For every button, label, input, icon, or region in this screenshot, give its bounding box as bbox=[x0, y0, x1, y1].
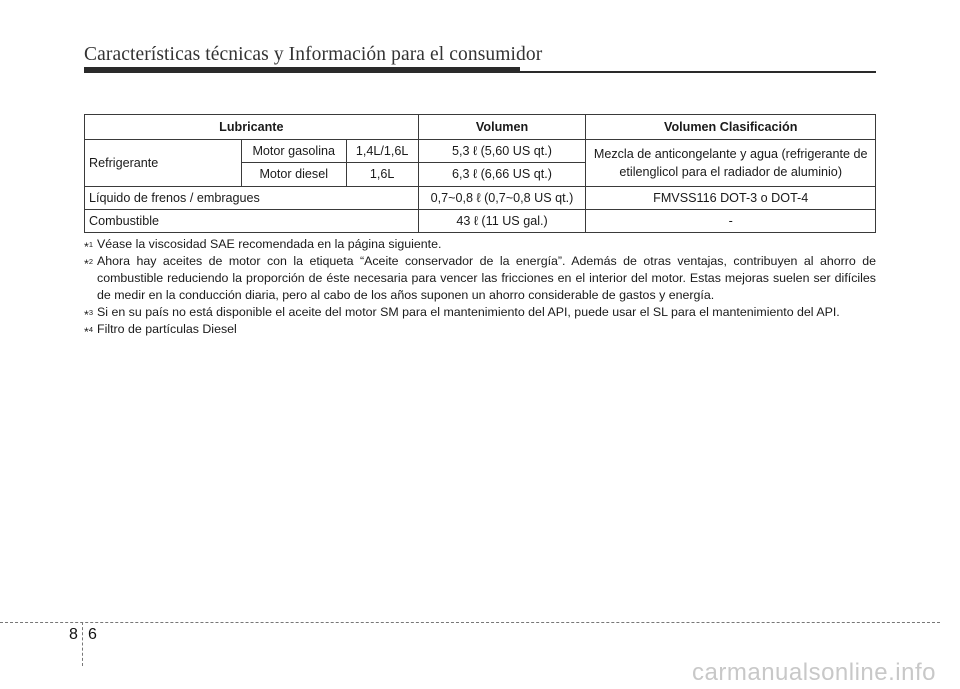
footnote-text: Filtro de partículas Diesel bbox=[97, 322, 237, 336]
footnote-marker: *$^2$ bbox=[84, 257, 93, 271]
refrigerant-label: Refrigerante bbox=[85, 140, 242, 187]
footnote-text: Véase la viscosidad SAE recomendada en la página siguiente. bbox=[97, 237, 442, 251]
column-header-volume: Volumen bbox=[418, 115, 586, 140]
refrigerant-classification: Mezcla de anticongelante y agua (refrigerante de etilenglicol para el radiador de aluminio) bbox=[586, 140, 876, 187]
fuel-volume: 43 ℓ (11 US gal.) bbox=[418, 209, 586, 232]
fuel-classification: - bbox=[586, 209, 876, 232]
engine-diesel: Motor diesel bbox=[241, 163, 346, 186]
column-header-lubricant: Lubricante bbox=[85, 115, 419, 140]
footnote-marker: *$^3$ bbox=[84, 308, 93, 322]
column-header-classification: Volumen Clasificación bbox=[586, 115, 876, 140]
footnote-marker: *$^4$ bbox=[84, 325, 93, 339]
table-row bbox=[85, 140, 876, 163]
footnotes bbox=[84, 236, 876, 338]
fuel-label: Combustible bbox=[85, 209, 419, 232]
page-number-divider bbox=[82, 622, 83, 666]
footnote-text: Si en su país no está disponible el aceite del motor SM para el mantenimiento del API, puede usar el SL para el mantenimiento del API. bbox=[97, 305, 840, 319]
page-section-number: 8 bbox=[69, 626, 78, 643]
table-row bbox=[85, 186, 876, 209]
lubricant-table bbox=[84, 114, 876, 233]
brake-fluid-classification: FMVSS116 DOT-3 o DOT-4 bbox=[586, 186, 876, 209]
brake-fluid-label: Líquido de frenos / embragues bbox=[85, 186, 419, 209]
footer-divider bbox=[0, 622, 940, 623]
engine-diesel-size: 1,6L bbox=[346, 163, 418, 186]
footnote bbox=[84, 236, 876, 253]
footnote bbox=[84, 253, 876, 304]
page-number: 6 bbox=[88, 626, 97, 643]
footnote bbox=[84, 321, 876, 338]
engine-gasoline: Motor gasolina bbox=[241, 140, 346, 163]
brake-fluid-volume: 0,7~0,8 ℓ (0,7~0,8 US qt.) bbox=[418, 186, 586, 209]
footnote-text: Ahora hay aceites de motor con la etiqueta “Aceite conservador de la energía”. Además de otras ventajas, contribuyen al ahorro de combustible reduciendo la proporción de éste necesaria para vencer las fricciones en el interior del motor. Estas mejoras suelen ser difíciles de medir en la conducción diaria, pero al cabo de los años suponen un ahorro considerable de gastos y energía. bbox=[97, 254, 876, 302]
page-title: Características técnicas y Información para el consumidor bbox=[84, 44, 543, 65]
refrigerant-gasoline-volume: 5,3 ℓ (5,60 US qt.) bbox=[418, 140, 586, 163]
table-row bbox=[85, 209, 876, 232]
engine-gasoline-size: 1,4L/1,6L bbox=[346, 140, 418, 163]
header-rule bbox=[84, 71, 876, 73]
footnote bbox=[84, 304, 876, 321]
watermark: carmanualsonline.info bbox=[692, 659, 936, 686]
refrigerant-diesel-volume: 6,3 ℓ (6,66 US qt.) bbox=[418, 163, 586, 186]
table-header-row bbox=[85, 115, 876, 140]
footnote-marker: *$^1$ bbox=[84, 240, 93, 254]
